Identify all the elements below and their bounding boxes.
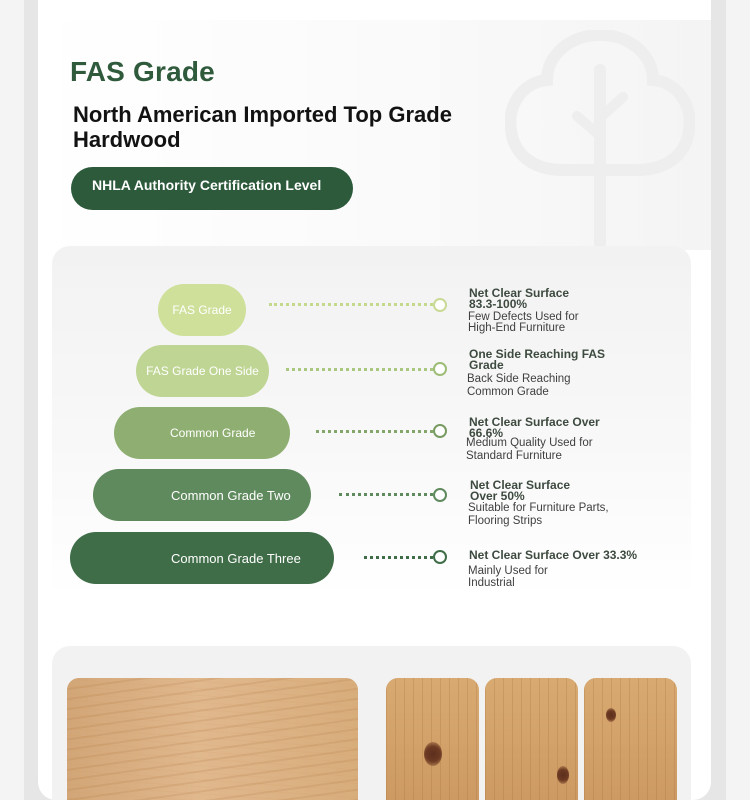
grade-description: Few Defects Used for High-End Furniture <box>468 311 579 334</box>
grade-pill-fas <box>158 284 246 336</box>
grade-label: Common Grade Three <box>171 550 301 566</box>
grade-label: Common Grade Two <box>171 487 291 503</box>
wood-sample-plank-3 <box>584 678 677 800</box>
connector-node <box>433 424 447 438</box>
connector-dots <box>339 493 433 496</box>
grade-title: Net Clear Surface Over 50% <box>470 478 571 503</box>
connector-dots <box>364 556 433 559</box>
grade-pill-common <box>114 407 290 459</box>
grade-pill-fas-one-side <box>136 345 269 397</box>
grade-description: Back Side Reaching Common Grade <box>467 373 571 398</box>
wood-sample-plank-2 <box>485 678 578 800</box>
grade-label: FAS Grade <box>172 303 232 317</box>
grade-title: Net Clear Surface 83.3-100% <box>469 286 570 311</box>
grade-title: Net Clear Surface Over 33.3% <box>469 548 638 562</box>
wood-knot <box>606 708 616 722</box>
grade-title: Net Clear Surface Over 66.6% <box>469 415 600 440</box>
connector-node <box>433 488 447 502</box>
grade-title: One Side Reaching FAS Grade <box>469 347 606 372</box>
grade-label: Common Grade <box>170 426 256 440</box>
grade-description: Suitable for Furniture Parts, Flooring Strips <box>468 502 609 527</box>
connector-node <box>433 550 447 564</box>
wood-sample-plank-1 <box>386 678 479 800</box>
connector-node <box>433 362 447 376</box>
tree-icon <box>505 30 695 250</box>
grade-label: FAS Grade One Side <box>146 364 259 378</box>
grade-pill-common-two <box>93 469 311 521</box>
connector-dots <box>286 368 433 371</box>
connector-node <box>433 298 447 312</box>
connector-dots <box>316 430 433 433</box>
connector-dots <box>269 303 433 306</box>
grade-description: Medium Quality Used for Standard Furniture <box>466 437 593 462</box>
wood-sample-large <box>67 678 358 800</box>
grade-pill-common-three <box>70 532 334 584</box>
wood-knot <box>557 766 569 784</box>
wood-knot <box>424 742 442 766</box>
page-title: FAS Grade <box>70 56 215 87</box>
page-subtitle: North American Imported Top Grade Hardwood <box>73 102 452 152</box>
certification-badge: NHLA Authority Certification Level <box>71 167 353 210</box>
grade-description: Mainly Used for Industrial <box>468 565 548 589</box>
